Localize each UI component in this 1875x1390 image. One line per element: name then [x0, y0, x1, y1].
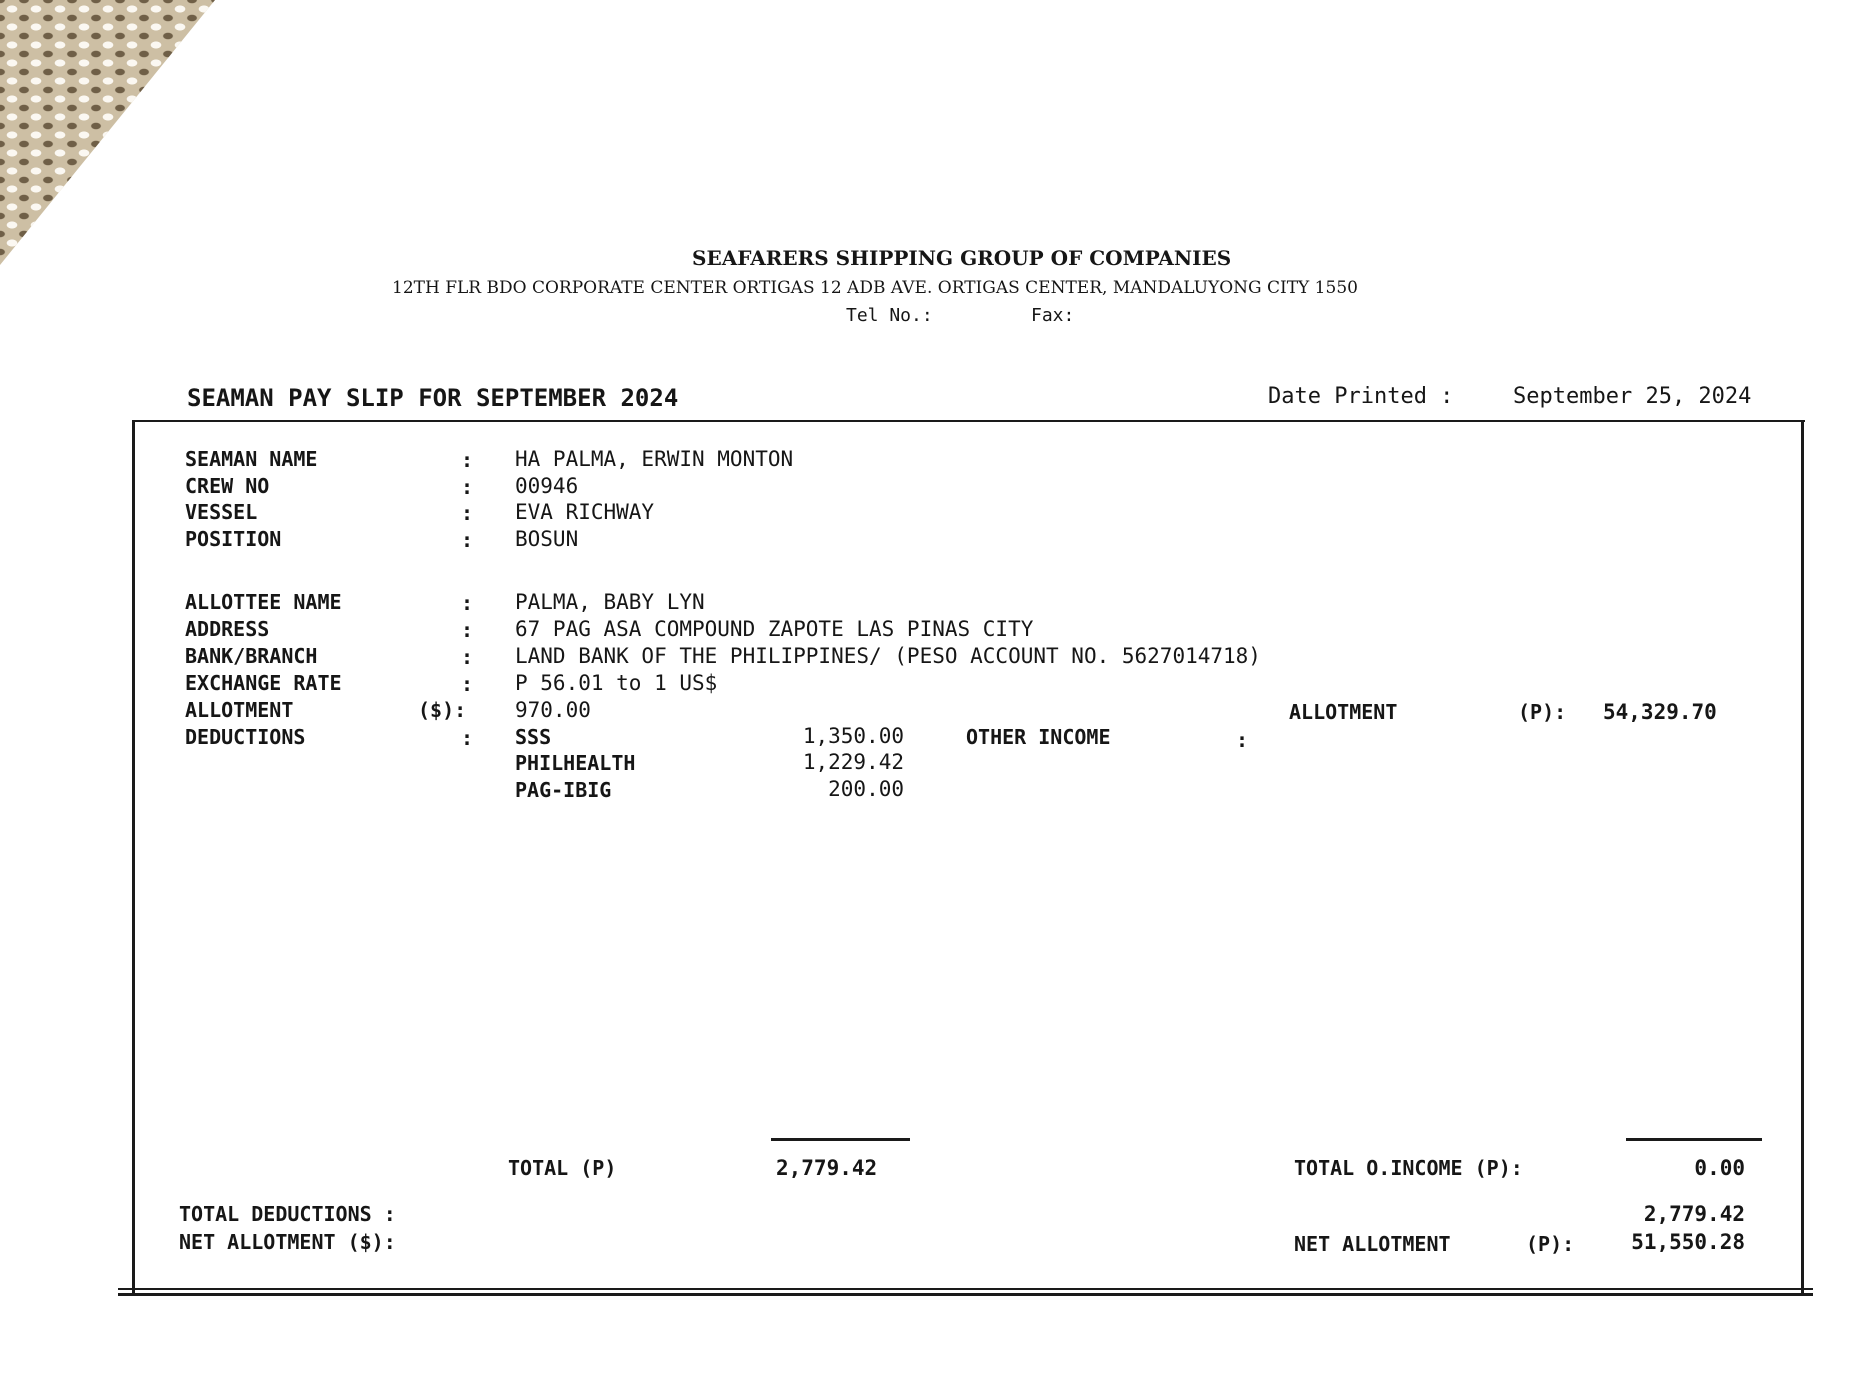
deduction-amount-sss: 1,350.00: [802, 724, 904, 748]
allottee-name-value: PALMA, BABY LYN: [515, 590, 705, 614]
allottee-name-label: ALLOTTEE NAME: [185, 590, 342, 614]
net-allotment-php-label: NET ALLOTMENT: [1294, 1232, 1451, 1256]
exchange-rate-label: EXCHANGE RATE: [185, 671, 342, 695]
deduction-name-pag-ibig: PAG-IBIG: [515, 778, 612, 802]
allotment-php-label: ALLOTMENT: [1289, 700, 1398, 724]
company-address: 12TH FLR BDO CORPORATE CENTER ORTIGAS 12 ADB AVE. ORTIGAS CENTER, MANDALUYONG CITY 1550: [392, 278, 1358, 298]
allotment-php-value: 54,329.70: [1603, 700, 1717, 724]
box-bottom-border: [118, 1288, 1813, 1296]
box-top-border: [132, 420, 1805, 422]
allotment-usd-value: 970.00: [515, 698, 591, 722]
paper-texture-corner: [0, 0, 215, 265]
net-allotment-usd-label: NET ALLOTMENT ($):: [179, 1230, 396, 1254]
vessel-value: EVA RICHWAY: [515, 500, 655, 524]
colon: :: [461, 591, 474, 615]
seaman-name-value: HA PALMA, ERWIN MONTON: [515, 447, 794, 471]
address-value: 67 PAG ASA COMPOUND ZAPOTE LAS PINAS CITY: [515, 617, 1034, 641]
position-value: BOSUN: [515, 527, 579, 551]
address-label: ADDRESS: [185, 617, 270, 641]
position-label: POSITION: [185, 527, 282, 551]
payslip-title: SEAMAN PAY SLIP FOR SEPTEMBER 2024: [187, 384, 679, 412]
deduction-amount-philhealth: 1,229.42: [802, 750, 904, 774]
box-right-border: [1801, 420, 1804, 1296]
other-income-total-value: 0.00: [1694, 1156, 1745, 1180]
other-income-total-rule: [1626, 1138, 1762, 1141]
net-allotment-php-unit: (P):: [1526, 1232, 1575, 1256]
deductions-total-label: TOTAL (P): [508, 1156, 617, 1180]
deductions-total-rule: [771, 1138, 910, 1141]
vessel-label: VESSEL: [185, 500, 258, 524]
crew-no-value: 00946: [515, 474, 579, 498]
total-deductions-label: TOTAL DEDUCTIONS :: [179, 1202, 396, 1226]
allotment-usd-unit: ($):: [418, 698, 467, 722]
deduction-amount-pag-ibig: 200.00: [828, 777, 904, 801]
allotment-php-unit: (P):: [1518, 700, 1567, 724]
fax-label: Fax:: [1031, 305, 1075, 326]
deductions-total-value: 2,779.42: [776, 1156, 878, 1180]
tel-label: Tel No.:: [846, 305, 933, 326]
colon: :: [1236, 728, 1249, 752]
colon: :: [461, 501, 474, 525]
colon: :: [461, 528, 474, 552]
colon: :: [461, 726, 474, 750]
colon: :: [461, 448, 474, 472]
total-deductions-value: 2,779.42: [1643, 1202, 1745, 1226]
deduction-name-philhealth: PHILHEALTH: [515, 751, 636, 775]
allotment-usd-label: ALLOTMENT: [185, 698, 294, 722]
deductions-label: DEDUCTIONS: [185, 725, 306, 749]
exchange-rate-value: P 56.01 to 1 US$: [515, 671, 718, 695]
deduction-name-sss: SSS: [515, 725, 552, 749]
colon: :: [461, 475, 474, 499]
other-income-total-label: TOTAL O.INCOME (P):: [1294, 1156, 1523, 1180]
colon: :: [461, 672, 474, 696]
box-left-border: [132, 420, 135, 1296]
crew-no-label: CREW NO: [185, 474, 270, 498]
other-income-label: OTHER INCOME: [966, 725, 1111, 749]
company-name: SEAFARERS SHIPPING GROUP OF COMPANIES: [692, 246, 1232, 270]
date-printed-label: Date Printed :: [1268, 384, 1454, 409]
date-printed-value: September 25, 2024: [1513, 384, 1752, 409]
net-allotment-php-value: 51,550.28: [1631, 1230, 1745, 1254]
seaman-name-label: SEAMAN NAME: [185, 447, 318, 471]
bank-branch-value: LAND BANK OF THE PHILIPPINES/ (PESO ACCOUNT NO. 5627014718): [515, 644, 1261, 668]
colon: :: [461, 618, 474, 642]
bank-branch-label: BANK/BRANCH: [185, 644, 318, 668]
colon: :: [461, 645, 474, 669]
